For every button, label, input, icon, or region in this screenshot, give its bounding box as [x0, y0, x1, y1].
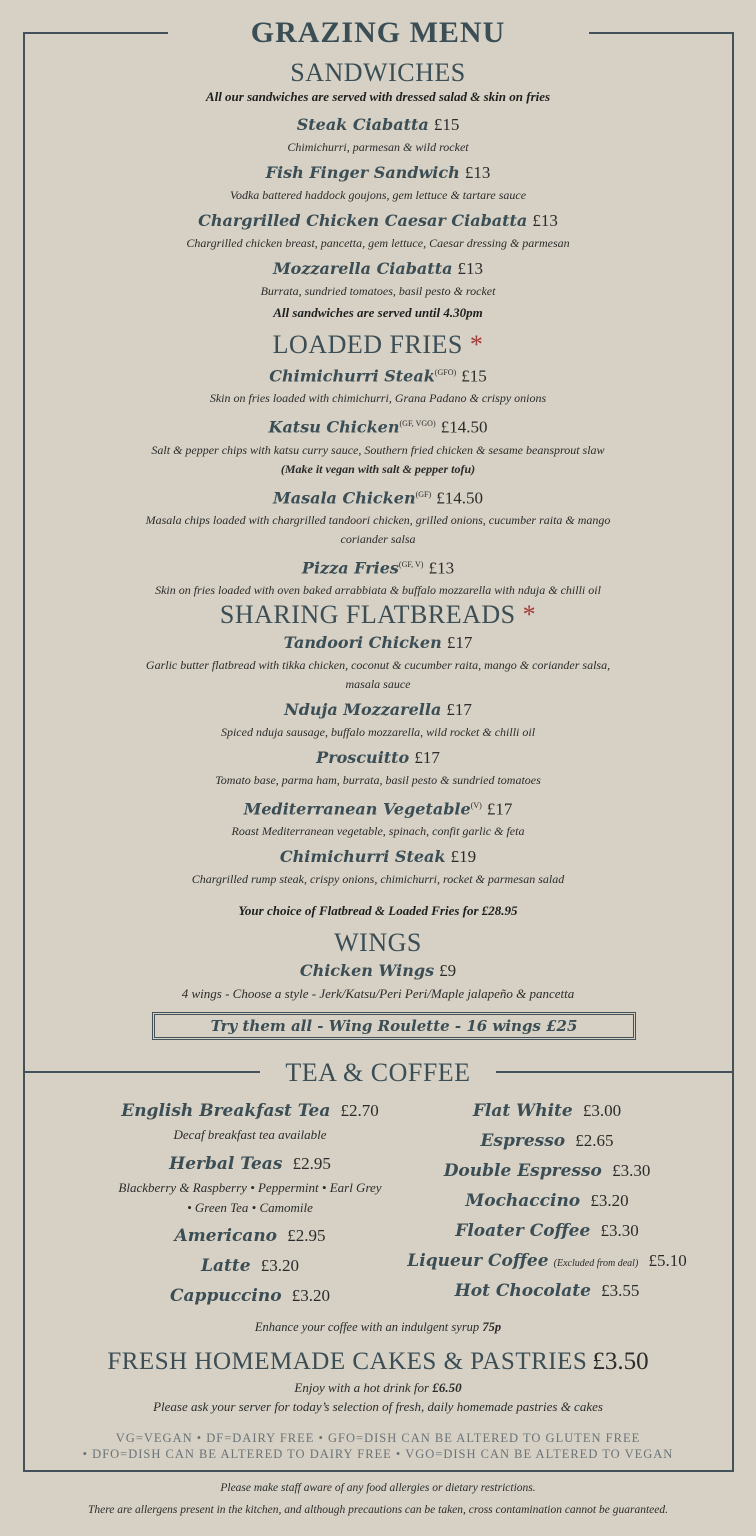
- menu-item-chicken-wings: [40, 958, 716, 984]
- menu-item-english-breakfast: [70, 1097, 430, 1144]
- menu-item-mochaccino: [392, 1186, 702, 1216]
- menu-item-herbal-teas: [70, 1150, 430, 1218]
- item-price: £3.00: [582, 1101, 622, 1120]
- item-name: Proscuitto: [316, 748, 410, 767]
- syrup-price: 75p: [482, 1320, 502, 1334]
- menu-item-americano: [70, 1221, 430, 1251]
- item-name: Mozzarella Ciabatta: [272, 259, 453, 278]
- item-name: Chargrilled Chicken Caesar Ciabatta: [198, 211, 528, 230]
- item-price: £3.20: [260, 1256, 299, 1275]
- item-name: Floater Coffee: [455, 1221, 591, 1241]
- cakes-price: £3.50: [592, 1348, 649, 1375]
- tea-coffee-left-column: [70, 1097, 430, 1311]
- item-price: £2.70: [340, 1101, 379, 1120]
- item-name: Flat White: [472, 1101, 573, 1121]
- item-name: Fish Finger Sandwich: [265, 163, 460, 182]
- item-desc: Garlic butter flatbread with tikka chicken, coconut & cucumber raita, mango & coriander salsa,: [145, 658, 611, 672]
- item-desc-extra: masala sauce: [345, 677, 411, 691]
- dietary-tag: (GF, VGO): [399, 419, 436, 429]
- frame-right: [732, 32, 734, 1472]
- item-desc-extra: coriander salsa: [340, 531, 416, 546]
- item-desc: Chimichurri, parmesan & wild rocket: [287, 140, 469, 154]
- syrup-note: Enhance your coffee with an indulgent syrup 75p: [254, 1320, 502, 1334]
- menu-item-chimichurri-flatbread: [40, 844, 716, 870]
- sandwiches-outro: All sandwiches are served until 4.30pm: [273, 305, 483, 320]
- menu-item-mozzarella: [40, 256, 716, 282]
- item-name: Pizza Fries: [301, 558, 399, 578]
- menu-item-espresso: [392, 1126, 702, 1156]
- wings-heading: WINGS: [334, 928, 422, 957]
- frame-left: [23, 32, 25, 1472]
- wing-roulette-text: Try them all - Wing Roulette - 16 wings £25: [210, 1017, 578, 1035]
- item-desc: Spiced nduja sausage, buffalo mozzarella, wild rocket & chilli oil: [220, 725, 536, 739]
- item-price: £2.95: [292, 1154, 331, 1173]
- tea-coffee-right-column: [392, 1096, 702, 1306]
- cakes-drink-offer: Enjoy with a hot drink for £6.50: [294, 1380, 462, 1395]
- flatbreads-heading: SHARING FLATBREADS *: [219, 600, 537, 629]
- item-price: £2.95: [287, 1226, 326, 1245]
- item-price: £3.20: [590, 1191, 629, 1210]
- item-price: £13: [464, 163, 491, 182]
- item-name: Herbal Teas: [169, 1154, 283, 1174]
- item-price: £19: [450, 847, 477, 867]
- menu-item-nduja: [40, 697, 716, 723]
- page-title: GRAZING MENU: [250, 16, 506, 49]
- item-name: Liqueur Coffee: [407, 1251, 549, 1271]
- item-price: £3.20: [291, 1286, 330, 1305]
- menu-item-pizza-fries: [40, 552, 716, 581]
- item-name: Nduja Mozzarella: [284, 700, 442, 719]
- item-desc: Tomato base, parma ham, burrata, basil pesto & sundried tomatoes: [215, 773, 541, 787]
- item-name: Double Espresso: [443, 1161, 602, 1181]
- item-desc: Skin on fries loaded with chimichurri, Grana Padano & crispy onions: [209, 391, 547, 406]
- dietary-tag: (GF, V): [398, 559, 424, 569]
- item-desc-extra: (Make it vegan with salt & pepper tofu): [280, 461, 476, 476]
- wings-section: [40, 928, 716, 1003]
- item-desc: Skin on fries loaded with oven baked arrabbiata & buffalo mozzarella with nduja & chilli oil: [155, 583, 601, 598]
- item-price: £13: [428, 558, 455, 578]
- item-price: £9: [439, 961, 457, 980]
- item-name: Chimichurri Steak: [279, 847, 446, 867]
- menu-item-latte: [70, 1251, 430, 1281]
- item-price: £17: [486, 799, 513, 819]
- star-marker: *: [522, 600, 537, 629]
- menu-item-flat-white: [392, 1096, 702, 1126]
- item-price: £2.65: [575, 1131, 614, 1150]
- cakes-note: Please ask your server for today’s selection of fresh, daily homemade pastries & cakes: [153, 1399, 603, 1414]
- item-name: Hot Chocolate: [454, 1281, 591, 1301]
- star-marker: *: [469, 330, 484, 359]
- item-name: Tandoori Chicken: [283, 633, 442, 652]
- loaded-fries-section: [40, 330, 716, 600]
- menu-item-caesar: [40, 208, 716, 234]
- flatbreads-section: [40, 600, 716, 919]
- wing-roulette-box: [152, 1012, 636, 1040]
- menu-item-floater-coffee: [392, 1216, 702, 1246]
- dietary-legend-line-2: • DFO=DISH CAN BE ALTERED TO DAIRY FREE • VGO=DISH CAN BE ALTERED TO VEGAN: [82, 1447, 674, 1461]
- allergy-notice: Please make staff aware of any food allergies or dietary restrictions.: [220, 1482, 536, 1494]
- item-desc: Chargrilled chicken breast, pancetta, gem lettuce, Caesar dressing & parmesan: [186, 236, 570, 250]
- item-name: Masala Chicken: [273, 487, 416, 507]
- item-price: £17: [446, 633, 473, 652]
- flatbread-deal: Your choice of Flatbread & Loaded Fries for £28.95: [238, 903, 518, 919]
- item-note: (Excluded from deal): [553, 1258, 639, 1269]
- loaded-fries-heading: LOADED FRIES *: [272, 330, 484, 359]
- item-name: Katsu Chicken: [268, 417, 400, 437]
- menu-item-chimichurri-fries: [40, 360, 716, 389]
- item-price: £15: [433, 115, 460, 134]
- item-name: Steak Ciabatta: [296, 115, 429, 134]
- menu-item-masala: [40, 482, 716, 511]
- sandwiches-section: [40, 58, 716, 321]
- item-name: Mochaccino: [465, 1191, 581, 1211]
- item-name: Cappuccino: [170, 1286, 282, 1306]
- menu-item-proscuitto: [40, 745, 716, 771]
- item-name: English Breakfast Tea: [121, 1101, 331, 1121]
- item-name: Chimichurri Steak: [269, 366, 435, 386]
- menu-item-mediterranean: [40, 793, 716, 822]
- item-name: Chicken Wings: [299, 961, 435, 980]
- item-desc: Decaf breakfast tea available: [173, 1127, 327, 1142]
- item-name: Latte: [201, 1256, 251, 1276]
- frame-bottom: [23, 1470, 734, 1472]
- item-name: Americano: [174, 1226, 278, 1246]
- item-price: £13: [532, 211, 558, 230]
- item-price: £13: [457, 259, 484, 278]
- menu-item-double-espresso: [392, 1156, 702, 1186]
- item-price: £14.50: [440, 417, 488, 437]
- cakes-offer-price: £6.50: [432, 1380, 462, 1395]
- dietary-legend-line-1: VG=VEGAN • DF=DAIRY FREE • GFO=DISH CAN BE ALTERED TO GLUTEN FREE: [115, 1431, 641, 1445]
- item-desc: Vodka battered haddock goujons, gem lettuce & tartare sauce: [229, 188, 527, 202]
- item-desc: 4 wings - Choose a style - Jerk/Katsu/Peri Peri/Maple jalapeño & pancetta: [181, 986, 575, 1001]
- item-desc: Masala chips loaded with chargrilled tandoori chicken, grilled onions, cucumber raita & mango: [145, 512, 611, 527]
- item-desc: Roast Mediterranean vegetable, spinach, confit garlic & feta: [231, 824, 525, 839]
- item-desc: Burrata, sundried tomatoes, basil pesto & rocket: [260, 284, 496, 298]
- cakes-section: [0, 1346, 756, 1418]
- menu-item-steak-ciabatta: [40, 112, 716, 138]
- menu-item-katsu: [40, 411, 716, 440]
- item-price: £3.55: [601, 1281, 640, 1300]
- item-desc: Salt & pepper chips with katsu curry sauce, Southern fried chicken & sesame beansprout slaw: [151, 442, 605, 457]
- item-price: £3.30: [600, 1221, 639, 1240]
- menu-item-hot-chocolate: [392, 1276, 702, 1306]
- dietary-tag: (V): [470, 801, 482, 810]
- item-desc: Chargrilled rump steak, crispy onions, chimichurri, rocket & parmesan salad: [191, 872, 565, 887]
- menu-item-liqueur-coffee: [392, 1246, 702, 1276]
- item-price: £17: [446, 700, 472, 719]
- item-price: £17: [414, 748, 440, 767]
- cakes-heading: FRESH HOMEMADE CAKES & PASTRIES: [107, 1348, 588, 1375]
- dietary-tag: (GF): [415, 489, 432, 499]
- item-desc-extra: • Green Tea • Camomile: [187, 1200, 313, 1215]
- sandwiches-heading: SANDWICHES: [290, 58, 466, 87]
- dietary-tag: (GFO): [434, 368, 457, 377]
- menu-item-tandoori: [40, 630, 716, 656]
- item-price: £3.30: [612, 1161, 651, 1180]
- item-name: Espresso: [480, 1131, 566, 1151]
- item-name: Mediterranean Vegetable: [243, 799, 471, 819]
- sandwiches-intro: All our sandwiches are served with dressed salad & skin on fries: [205, 89, 551, 104]
- item-price: £5.10: [648, 1251, 687, 1270]
- item-desc: Blackberry & Raspberry • Peppermint • Earl Grey: [118, 1180, 382, 1195]
- menu-item-cappuccino: [70, 1281, 430, 1311]
- allergen-disclaimer: There are allergens present in the kitchen, and although precautions can be taken, cross contamination cannot be guaranteed.: [87, 1504, 668, 1516]
- menu-item-fish-finger: [40, 160, 716, 186]
- item-price: £15: [461, 366, 487, 386]
- item-price: £14.50: [436, 487, 483, 507]
- tea-coffee-heading: TEA & COFFEE: [285, 1058, 471, 1087]
